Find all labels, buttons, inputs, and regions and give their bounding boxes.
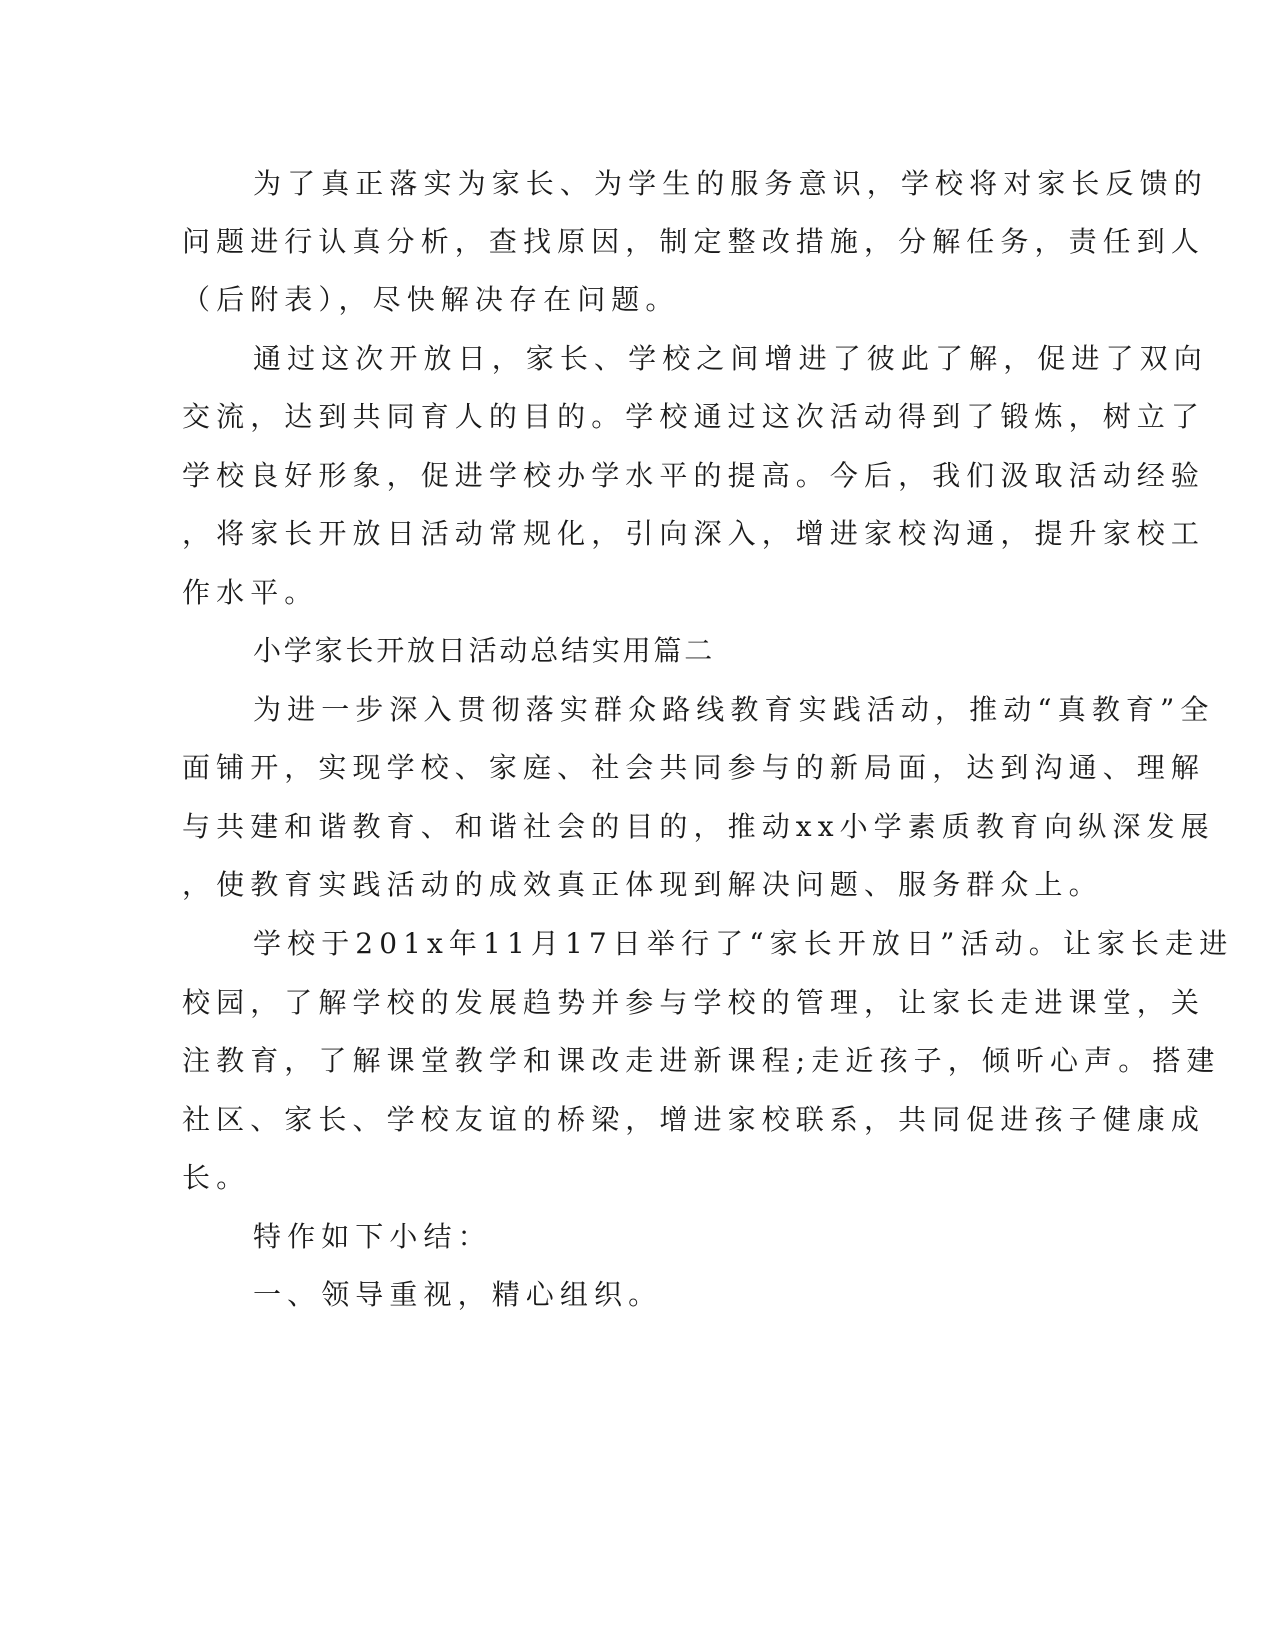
paragraph-2-line-3: 学校良好形象，促进学校办学水平的提高。今后，我们汲取活动经验 bbox=[182, 459, 1206, 492]
paragraph-4-line-4: 社区、家长、学校友谊的桥梁，增进家校联系，共同促进孩子健康成 bbox=[182, 1103, 1206, 1136]
paragraph-2-line-2: 交流，达到共同育人的目的。学校通过这次活动得到了锻炼，树立了 bbox=[182, 400, 1206, 433]
section-heading: 小学家长开放日活动总结实用篇二 bbox=[253, 634, 716, 667]
paragraph-1-line-3: （后附表），尽快解决存在问题。 bbox=[182, 283, 680, 316]
paragraph-3-line-2: 面铺开，实现学校、家庭、社会共同参与的新局面，达到沟通、理解 bbox=[182, 751, 1206, 784]
paragraph-4-line-1: 学校于201x年11月17日举行了“家长开放日”活动。让家长走进 bbox=[253, 927, 1234, 960]
paragraph-5: 特作如下小结： bbox=[253, 1220, 492, 1253]
paragraph-1-line-1: 为了真正落实为家长、为学生的服务意识，学校将对家长反馈的 bbox=[253, 167, 1208, 200]
paragraph-3-line-3: 与共建和谐教育、和谐社会的目的，推动xx小学素质教育向纵深发展 bbox=[182, 810, 1215, 843]
paragraph-2-line-5: 作水平。 bbox=[182, 576, 319, 609]
paragraph-3-line-4: ，使教育实践活动的成效真正体现到解决问题、服务群众上。 bbox=[182, 868, 1103, 901]
paragraph-6: 一、领导重视，精心组织。 bbox=[253, 1278, 663, 1311]
paragraph-4-line-5: 长。 bbox=[182, 1161, 251, 1194]
paragraph-4-line-3: 注教育，了解课堂教学和课改走进新课程;走近孩子，倾听心声。搭建 bbox=[182, 1044, 1221, 1077]
paragraph-2-line-4: ，将家长开放日活动常规化，引向深入，增进家校沟通，提升家校工 bbox=[182, 517, 1206, 550]
paragraph-2-line-1: 通过这次开放日，家长、学校之间增进了彼此了解，促进了双向 bbox=[253, 342, 1208, 375]
paragraph-3-line-1: 为进一步深入贯彻落实群众路线教育实践活动，推动“真教育”全 bbox=[253, 693, 1215, 726]
paragraph-1-line-2: 问题进行认真分析，查找原因，制定整改措施，分解任务，责任到人 bbox=[182, 225, 1206, 258]
paragraph-4-line-2: 校园，了解学校的发展趋势并参与学校的管理，让家长走进课堂，关 bbox=[182, 986, 1206, 1019]
